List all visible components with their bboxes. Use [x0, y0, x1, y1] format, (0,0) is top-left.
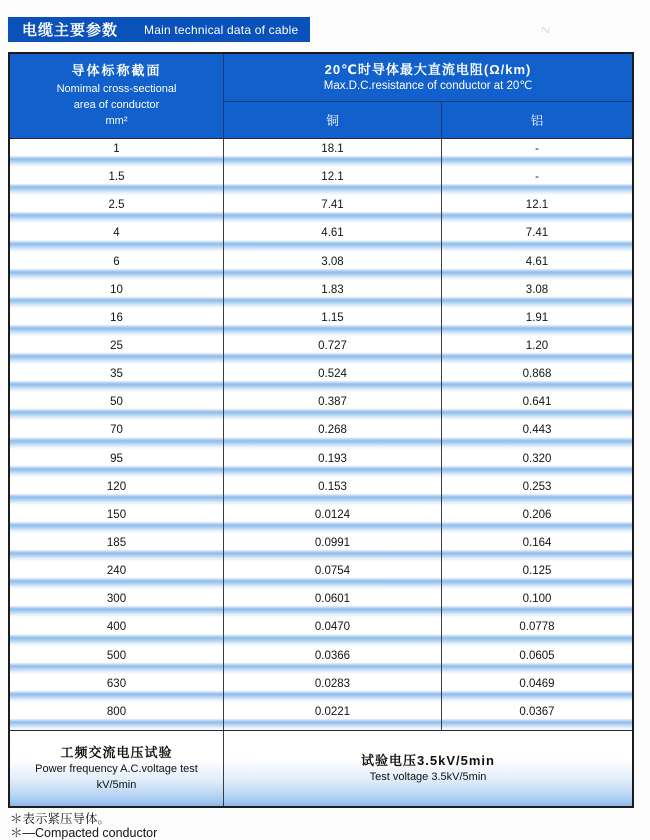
table-row [10, 392, 632, 420]
voltage-test-en: Power frequency A.C.voltage test [35, 762, 198, 775]
resistance-header-en: Max.D.C.resistance of conductor at 20℃ [323, 79, 533, 92]
header-cell-area [10, 54, 224, 138]
copper-resistance-cell: 0.0601 [224, 589, 442, 617]
voltage-test-unit: kV/5min [96, 778, 137, 791]
area-cell: 25 [10, 336, 224, 364]
area-cell: 4 [10, 223, 224, 251]
aluminium-resistance-cell: 0.253 [522, 480, 552, 493]
resistance-header-zh: 20℃时导体最大直流电阻(Ω/km) [324, 61, 532, 77]
area-cell: 185 [10, 533, 224, 561]
area-cell: 35 [10, 364, 224, 392]
area-header-en1: Nomimal cross-sectional [56, 83, 177, 95]
copper-resistance-cell: 18.1 [224, 139, 442, 167]
table-row [10, 617, 632, 645]
copper-resistance-cell: 1.15 [224, 308, 442, 336]
area-cell: 1 [10, 139, 224, 167]
aluminium-resistance-cell: 0.206 [522, 508, 552, 521]
aluminium-resistance-cell: 0.868 [522, 368, 552, 381]
table-footer [10, 730, 632, 806]
copper-resistance-cell: 0.524 [224, 364, 442, 392]
header-cell-resistance [224, 54, 632, 102]
footnote-zh: ＊表示紧压导体。 [10, 812, 111, 826]
footnotes [10, 812, 157, 840]
table-row [10, 139, 632, 167]
copper-resistance-cell: 0.0470 [224, 617, 442, 645]
table-row [10, 589, 632, 617]
table-row [10, 336, 632, 364]
aluminium-resistance-cell: 0.0469 [519, 677, 555, 690]
area-cell: 400 [10, 617, 224, 645]
area-cell: 16 [10, 308, 224, 336]
page-title-bar [8, 17, 310, 42]
area-cell: 240 [10, 561, 224, 589]
copper-resistance-cell: 0.387 [224, 392, 442, 420]
copper-resistance-cell: 0.0366 [224, 646, 442, 674]
table-row [10, 280, 632, 308]
table-row [10, 252, 632, 280]
table-row [10, 533, 632, 561]
aluminium-resistance-cell: 1.20 [525, 339, 549, 352]
copper-resistance-cell: 0.727 [224, 336, 442, 364]
aluminium-resistance-cell: 0.320 [522, 452, 552, 465]
area-cell: 1.5 [10, 167, 224, 195]
aluminium-resistance-cell: 0.0605 [519, 649, 555, 662]
table-header [10, 54, 632, 139]
copper-resistance-cell: 7.41 [224, 195, 442, 223]
table-row [10, 223, 632, 251]
cable-parameters-table [8, 52, 634, 808]
table-row [10, 449, 632, 477]
copper-resistance-cell: 0.0991 [224, 533, 442, 561]
aluminium-resistance-cell: 1.91 [525, 311, 549, 324]
area-header-unit: mm² [105, 115, 128, 127]
area-cell: 150 [10, 505, 224, 533]
copper-resistance-cell: 0.0221 [224, 702, 442, 730]
aluminium-resistance-cell: 0.125 [522, 565, 552, 578]
area-header-zh: 导体标称截面 [71, 63, 162, 78]
copper-resistance-cell: 4.61 [224, 223, 442, 251]
aluminium-resistance-cell: 7.41 [525, 227, 549, 240]
table-row [10, 364, 632, 392]
footnote-en: ＊—Compacted conductor [10, 826, 158, 840]
aluminium-resistance-cell: - [535, 171, 539, 184]
area-cell: 120 [10, 477, 224, 505]
copper-resistance-cell: 0.193 [224, 449, 442, 477]
aluminium-resistance-cell: 12.1 [525, 199, 549, 212]
table-row [10, 477, 632, 505]
copper-resistance-cell: 0.0283 [224, 674, 442, 702]
area-cell: 95 [10, 449, 224, 477]
copper-resistance-cell: 0.0754 [224, 561, 442, 589]
table-row [10, 195, 632, 223]
copper-resistance-cell: 0.268 [224, 420, 442, 448]
area-cell: 300 [10, 589, 224, 617]
pencil-smudge-icon: ∿ [537, 20, 553, 39]
aluminium-resistance-cell: 0.443 [522, 424, 552, 437]
area-cell: 70 [10, 420, 224, 448]
area-cell: 500 [10, 646, 224, 674]
copper-resistance-cell: 3.08 [224, 252, 442, 280]
area-cell: 10 [10, 280, 224, 308]
page-title-zh: 电缆主要参数 [22, 22, 119, 39]
aluminium-resistance-cell: 3.08 [525, 283, 549, 296]
table-row [10, 308, 632, 336]
table-row [10, 420, 632, 448]
area-header-en2: area of conductor [73, 99, 160, 111]
table-row [10, 167, 632, 195]
aluminium-resistance-cell: - [535, 143, 539, 155]
aluminium-resistance-cell: 0.0367 [519, 705, 555, 718]
footer-cell-voltage-test [10, 731, 224, 806]
aluminium-resistance-cell: 0.100 [522, 593, 552, 606]
copper-resistance-cell: 0.0124 [224, 505, 442, 533]
table-row [10, 646, 632, 674]
table-row [10, 702, 632, 730]
header-cell-aluminium: 铝 [530, 114, 544, 128]
test-voltage-en: Test voltage 3.5kV/5min [369, 770, 487, 783]
area-cell: 630 [10, 674, 224, 702]
table-row [10, 505, 632, 533]
table-row [10, 674, 632, 702]
aluminium-resistance-cell: 0.0778 [519, 621, 555, 634]
footer-cell-test-voltage [224, 731, 632, 806]
copper-resistance-cell: 0.153 [224, 477, 442, 505]
header-cell-copper: 铜 [224, 102, 442, 138]
area-cell: 6 [10, 252, 224, 280]
area-cell: 800 [10, 702, 224, 730]
aluminium-resistance-cell: 4.61 [525, 255, 549, 268]
test-voltage-zh: 试验电压3.5kV/5min [361, 752, 495, 768]
page-title-en: Main technical data of cable [144, 22, 299, 37]
table-body [10, 139, 632, 730]
aluminium-resistance-cell: 0.164 [522, 536, 552, 549]
table-row [10, 561, 632, 589]
voltage-test-zh: 工频交流电压试验 [60, 744, 173, 760]
aluminium-resistance-cell: 0.641 [522, 396, 552, 409]
area-cell: 50 [10, 392, 224, 420]
area-cell: 2.5 [10, 195, 224, 223]
copper-resistance-cell: 1.83 [224, 280, 442, 308]
copper-resistance-cell: 12.1 [224, 167, 442, 195]
